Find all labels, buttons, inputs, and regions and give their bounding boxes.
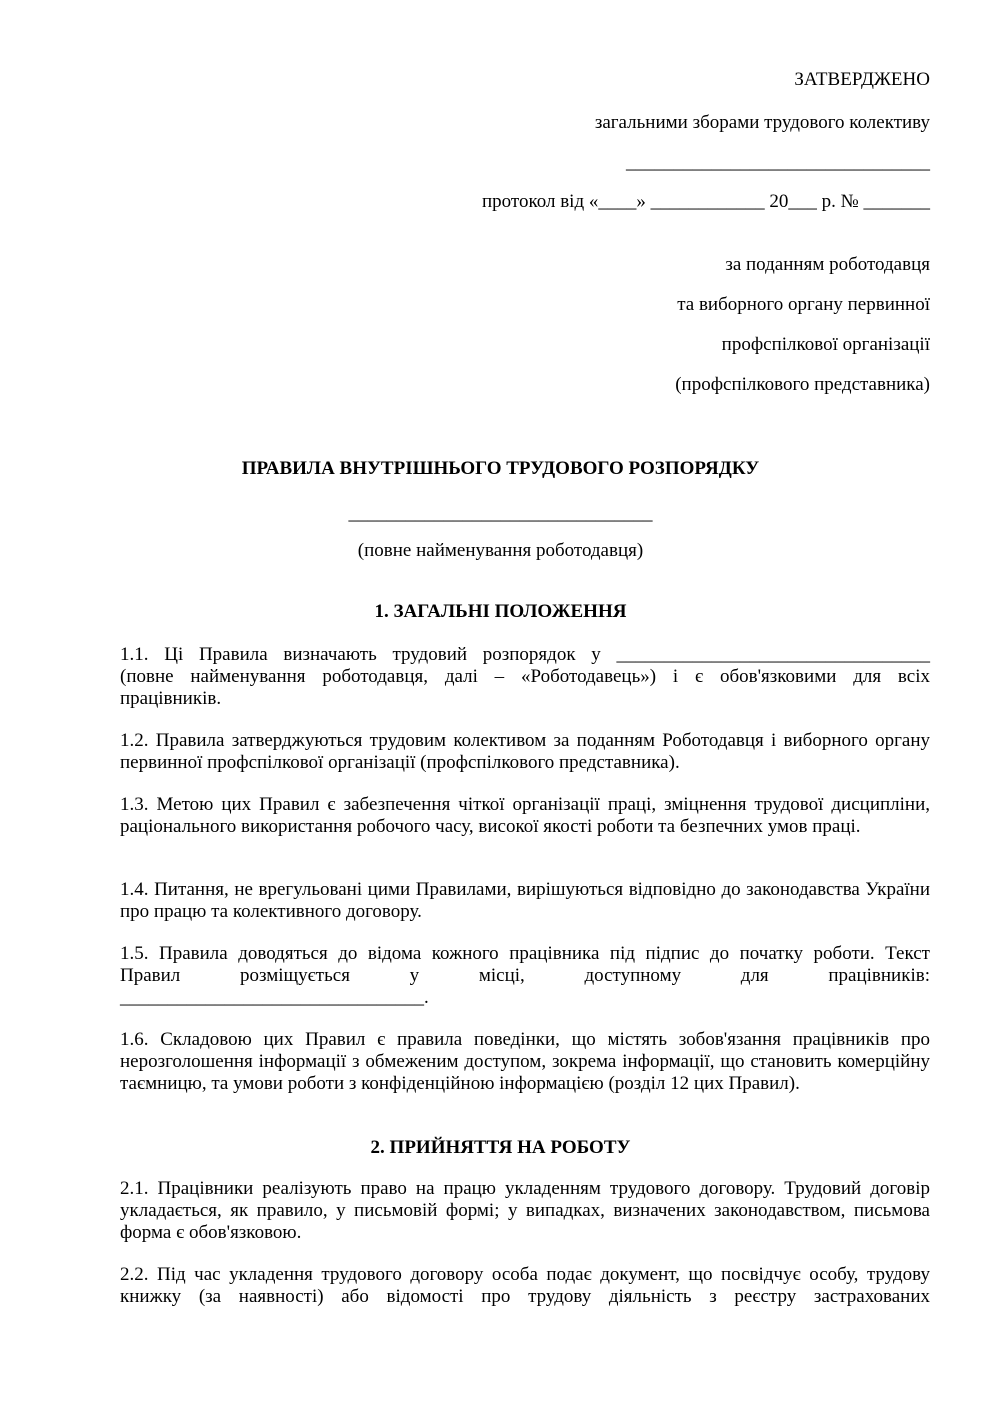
document-title: ПРАВИЛА ВНУТРІШНЬОГО ТРУДОВОГО РОЗПОРЯДКУ xyxy=(241,458,760,479)
paragraph-1-5-line-2: Правил розміщується у місці, доступному для працівників: xyxy=(120,965,930,986)
section-2-heading: 2. ПРИЙНЯТТЯ НА РОБОТУ xyxy=(370,1137,631,1158)
paragraph-2-2: 2.2. Під час укладення трудового договору особа подає документ, що посвідчує особу, трудову книжку (за наявності) або відомості про трудову діяльність з реєстру застрахованих xyxy=(120,1264,930,1307)
paragraph-1-5-line-1: 1.5. Правила доводяться до відома кожного працівника під підпис до початку роботи. Текст xyxy=(120,943,930,964)
approval-stamp: ЗАТВЕРДЖЕНО xyxy=(794,69,930,90)
paragraph-1-3: 1.3. Метою цих Правил є забезпечення чіткої організації праці, зміцнення трудової дисципліни, раціонального використання робочого часу, високої якості роботи та безпечних умов праці. xyxy=(120,794,930,837)
paragraph-1-1-line-1: 1.1. Ці Правила визначають трудовий розпорядок у _________________________________ xyxy=(120,644,930,665)
employer-caption: (повне найменування роботодавця) xyxy=(357,540,644,561)
paragraph-1-5 xyxy=(120,943,930,1009)
paragraph-1-4: 1.4. Питання, не врегульовані цими Правилами, вирішуються відповідно до законодавства України про працю та колективного договору. xyxy=(120,879,930,922)
paragraph-1-1 xyxy=(120,644,930,710)
section-1-heading: 1. ЗАГАЛЬНІ ПОЛОЖЕННЯ xyxy=(374,601,627,622)
paragraph-1-5-line-3: ________________________________. xyxy=(120,987,429,1008)
submission-line-2: та виборного органу первинної xyxy=(677,294,930,315)
paragraph-2-1: 2.1. Працівники реалізують право на працю укладенням трудового договору. Трудовий договір укладається, як правило, у письмовій формі; у випадках, визначених законодавством, письмова форма є обов'язковою. xyxy=(120,1178,930,1243)
submission-line-3: профспілкової організації xyxy=(721,334,930,355)
approval-blank-line: ________________________________ xyxy=(626,152,930,173)
submission-line-4: (профспілкового представника) xyxy=(675,374,930,395)
approval-by: загальними зборами трудового колективу xyxy=(594,112,930,133)
submission-line-1: за поданням роботодавця xyxy=(725,254,930,275)
protocol-line: протокол від «____» ____________ 20___ р. № _______ xyxy=(481,191,930,212)
paragraph-1-6: 1.6. Складовою цих Правил є правила поведінки, що містять зобов'язання працівників про нерозголошення інформації з обмеженим доступом, зокрема інформації, що становить комерційну таємницю, та умови роботи з конфіденційною інформацією (розділ 12 цих Правил). xyxy=(120,1029,930,1094)
paragraph-1-1-line-2: (повне найменування роботодавця, далі – «Роботодавець») і є обов'язковими для всіх xyxy=(120,666,930,687)
employer-blank-line: ________________________________ xyxy=(348,503,653,524)
paragraph-1-2: 1.2. Правила затверджуються трудовим колективом за поданням Роботодавця і виборного органу первинної профспілкової організації (профспілкового представника). xyxy=(120,730,930,773)
paragraph-1-1-line-3: працівників. xyxy=(120,688,222,709)
